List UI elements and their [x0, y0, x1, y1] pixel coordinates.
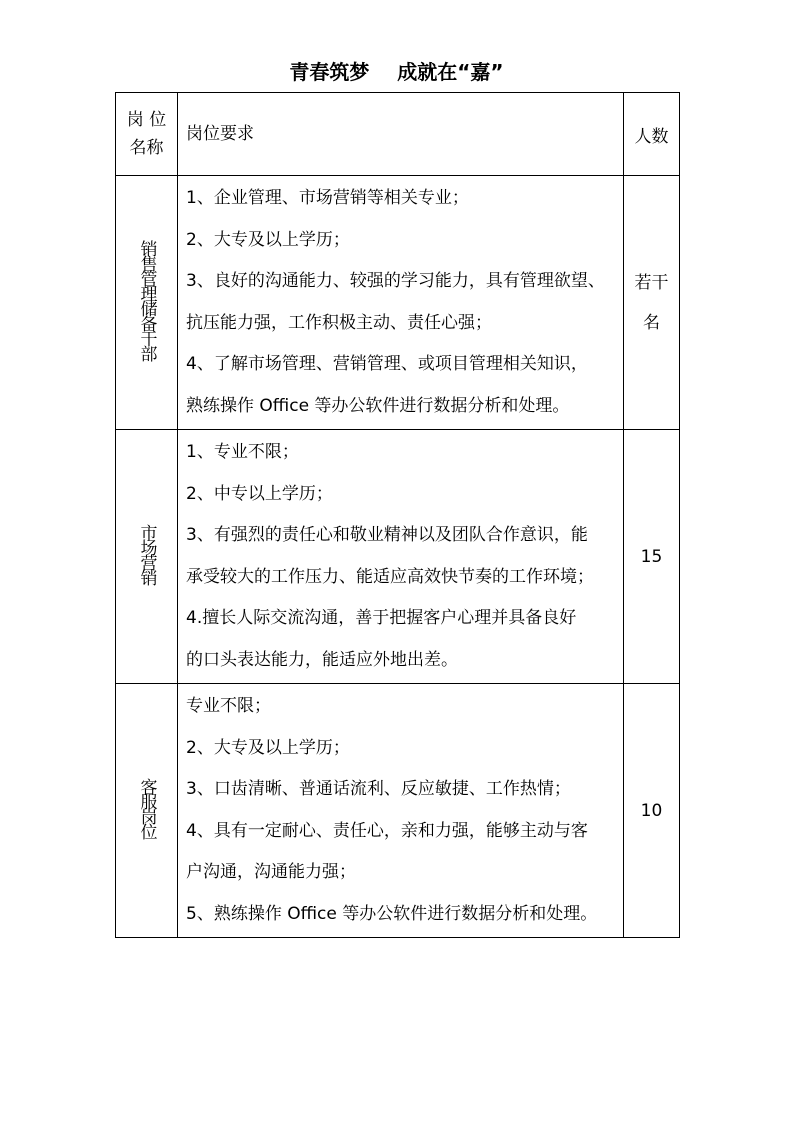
- headcount-cell: [624, 684, 680, 938]
- position-name-cell: [116, 430, 178, 684]
- requirement-line: 1、专业不限；: [186, 442, 299, 462]
- requirement-line: 4、了解市场管理、营销管理、或项目管理相关知识，: [186, 354, 588, 374]
- header-name-line2: 名称: [129, 138, 164, 158]
- requirements-cell: [178, 176, 624, 430]
- requirement-line: 的口头表达能力，能适应外地出差。: [186, 649, 458, 670]
- requirement-line: 4、具有一定耐心、责任心，亲和力强，能够主动与客: [186, 820, 588, 841]
- header-name-line1: 岗 位: [126, 110, 167, 130]
- requirement-line: 抗压能力强，工作积极主动、责任心强；: [186, 312, 492, 333]
- position-name-cell: [116, 684, 178, 938]
- header-count: 人数: [624, 93, 680, 176]
- requirement-line: 熟练操作 Office 等办公软件进行数据分析和处理。: [186, 395, 570, 416]
- requirement-line: 5、熟练操作 Office 等办公软件进行数据分析和处理。: [186, 903, 598, 924]
- table-row: [116, 430, 680, 684]
- headcount-line1: 若干: [634, 272, 669, 293]
- requirement-line: 4.擅长人际交流沟通，善于把握客户心理并具备良好: [186, 608, 577, 628]
- requirement-line: 3、有强烈的责任心和敬业精神以及团队合作意识，能: [186, 525, 588, 545]
- requirement-line: 承受较大的工作压力、能适应高效快节奏的工作环境；: [186, 566, 594, 587]
- headcount-line2: 名: [643, 312, 660, 333]
- requirement-line: 专业不限；: [186, 696, 271, 716]
- headcount-cell: [624, 176, 680, 430]
- requirement-line: 3、良好的沟通能力、较强的学习能力，具有管理欲望、: [186, 271, 605, 291]
- requirement-line: 2、大专及以上学历；: [186, 229, 350, 250]
- document-title: 青春筑梦 成就在“嘉”: [289, 60, 504, 84]
- headcount-cell: [624, 430, 680, 684]
- requirement-line: 户沟通，沟通能力强；: [186, 862, 356, 882]
- job-table: [115, 92, 680, 938]
- requirement-line: 2、大专及以上学历；: [186, 737, 350, 758]
- requirement-line: 3、口齿清晰、普通话流利、反应敏捷、工作热情；: [186, 779, 571, 799]
- requirements-cell: [178, 684, 624, 938]
- table-header-row: [116, 93, 680, 176]
- header-position-name: [116, 93, 178, 176]
- position-name: 市场营销: [136, 524, 157, 584]
- position-name: 客服岗位: [136, 778, 157, 838]
- position-name-cell: [116, 176, 178, 430]
- table-row: [116, 684, 680, 938]
- requirement-line: 1、企业管理、市场营销等相关专业；: [186, 188, 469, 208]
- requirement-line: 2、中专以上学历；: [186, 483, 333, 504]
- headcount: 15: [640, 546, 663, 567]
- requirements-cell: [178, 430, 624, 684]
- header-requirements: 岗位要求: [178, 93, 624, 176]
- table-row: [116, 176, 680, 430]
- position-name: 销售管理储备干部: [136, 240, 157, 360]
- headcount: 10: [640, 800, 663, 821]
